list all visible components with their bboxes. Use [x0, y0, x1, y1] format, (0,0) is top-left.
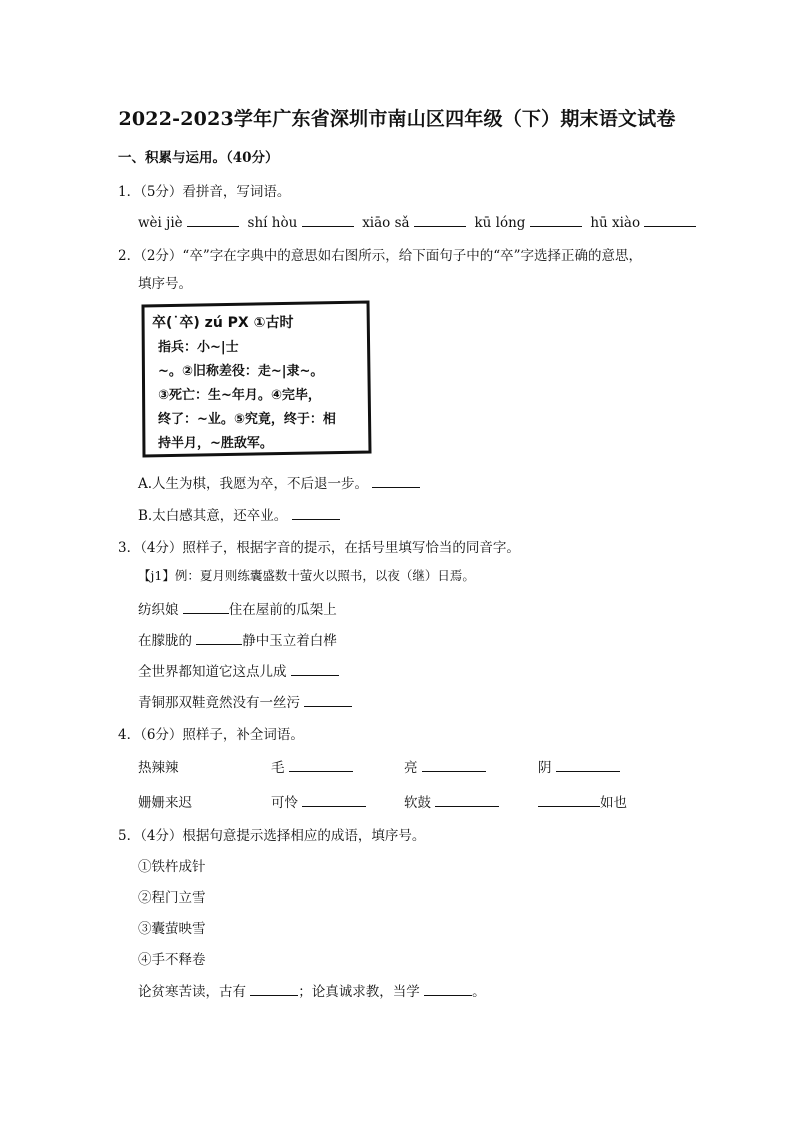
answer-blank[interactable] — [291, 661, 339, 676]
q5-stem: 5．（4分）根据句意提示选择相应的成语，填序号。 — [118, 828, 426, 844]
q4-example-word-2: 姗姗来迟 — [138, 795, 192, 811]
q4-item: 阴 — [538, 756, 620, 776]
answer-blank[interactable] — [414, 212, 466, 227]
answer-blank[interactable] — [187, 212, 239, 227]
q3-example — [138, 566, 475, 584]
dict-line-1: 卒(˙卒) zú PX ①古时 — [152, 315, 294, 331]
section-heading: 一、积累与运用。（40分） — [118, 150, 279, 166]
answer-blank[interactable] — [556, 757, 620, 772]
example-text: 例：夏月则练囊盛数十萤火以照书，以夜（继）日焉。 — [174, 568, 475, 583]
answer-blank[interactable] — [422, 757, 486, 772]
q3-line-4: 青铜那双鞋竟然没有一丝污 — [138, 691, 352, 711]
pinyin-1: wèi jiè — [138, 215, 183, 231]
q4-item: 可怜 — [271, 791, 366, 811]
answer-blank[interactable] — [292, 505, 340, 520]
dict-line-6: 持半月，~胜敌军。 — [158, 436, 273, 451]
q5-option-3: ③囊萤映雪 — [138, 921, 206, 937]
dict-line-3: ~。②旧称差役：走~|隶~。 — [158, 364, 324, 379]
answer-blank[interactable] — [530, 212, 582, 227]
answer-blank[interactable] — [196, 630, 242, 645]
q3-stem: 3．（4分）照样子，根据字音的提示，在括号里填写恰当的同音字。 — [118, 540, 520, 556]
q2-option-b: B.太白感其意，还卒业。 — [138, 504, 340, 524]
pinyin-2: shí hòu — [247, 215, 298, 231]
answer-blank[interactable] — [424, 981, 472, 996]
q4-item: 软鼓 — [404, 791, 499, 811]
q5-option-2: ②程门立雪 — [138, 890, 206, 906]
q3-line-3: 全世界都知道它这点儿成 — [138, 660, 339, 680]
dict-line-2: 指兵：小~|士 — [158, 340, 239, 355]
q4-item: 亮 — [404, 756, 486, 776]
q5-sentence: 论贫寒苦读，古有 ；论真诚求教，当学 。 — [138, 980, 486, 1000]
answer-blank[interactable] — [302, 212, 354, 227]
answer-blank[interactable] — [435, 792, 499, 807]
q4-stem: 4．（6分）照样子，补全词语。 — [118, 727, 304, 743]
q3-line-2: 在朦胧的 静中玉立着白桦 — [138, 629, 337, 649]
answer-blank[interactable] — [183, 599, 229, 614]
answer-blank[interactable] — [250, 981, 298, 996]
dictionary-image — [140, 300, 372, 458]
page-title: 2022-2023学年广东省深圳市南山区四年级（下）期末语文试卷 — [118, 108, 676, 130]
dict-line-4: ③死亡：生~年月。④完毕， — [158, 388, 321, 403]
q5-option-4: ④手不释卷 — [138, 952, 206, 968]
pinyin-4: kū lóng — [474, 215, 526, 231]
answer-blank[interactable] — [304, 692, 352, 707]
q2-option-a: A.人生为棋，我愿为卒，不后退一步。 — [138, 472, 420, 492]
answer-blank[interactable] — [372, 473, 420, 488]
answer-blank[interactable] — [538, 792, 600, 807]
q1-stem: 1．（5分）看拼音，写词语。 — [118, 184, 291, 200]
q2-stem-line2: 填序号。 — [138, 276, 192, 292]
pinyin-3: xiāo sǎ — [362, 215, 410, 231]
pinyin-5: hū xiào — [590, 215, 641, 231]
q3-line-1: 纺织娘 住在屋前的瓜架上 — [138, 598, 337, 618]
q5-option-1: ①铁杵成针 — [138, 859, 206, 875]
q2-stem-line1: 2．（2分）“卒”字在字典中的意思如右图所示，给下面句子中的“卒”字选择正确的意思， — [118, 248, 643, 264]
answer-blank[interactable] — [302, 792, 366, 807]
q1-pinyin-row — [138, 212, 696, 231]
answer-blank[interactable] — [644, 212, 696, 227]
example-tag: 【j1】 — [138, 568, 175, 583]
q4-example-word: 热辣辣 — [138, 760, 179, 776]
q4-item: 毛 — [271, 756, 353, 776]
answer-blank[interactable] — [289, 757, 353, 772]
q4-item: 如也 — [538, 791, 627, 811]
dict-line-5: 终了：~业。⑤究竟，终于：相 — [158, 412, 336, 427]
